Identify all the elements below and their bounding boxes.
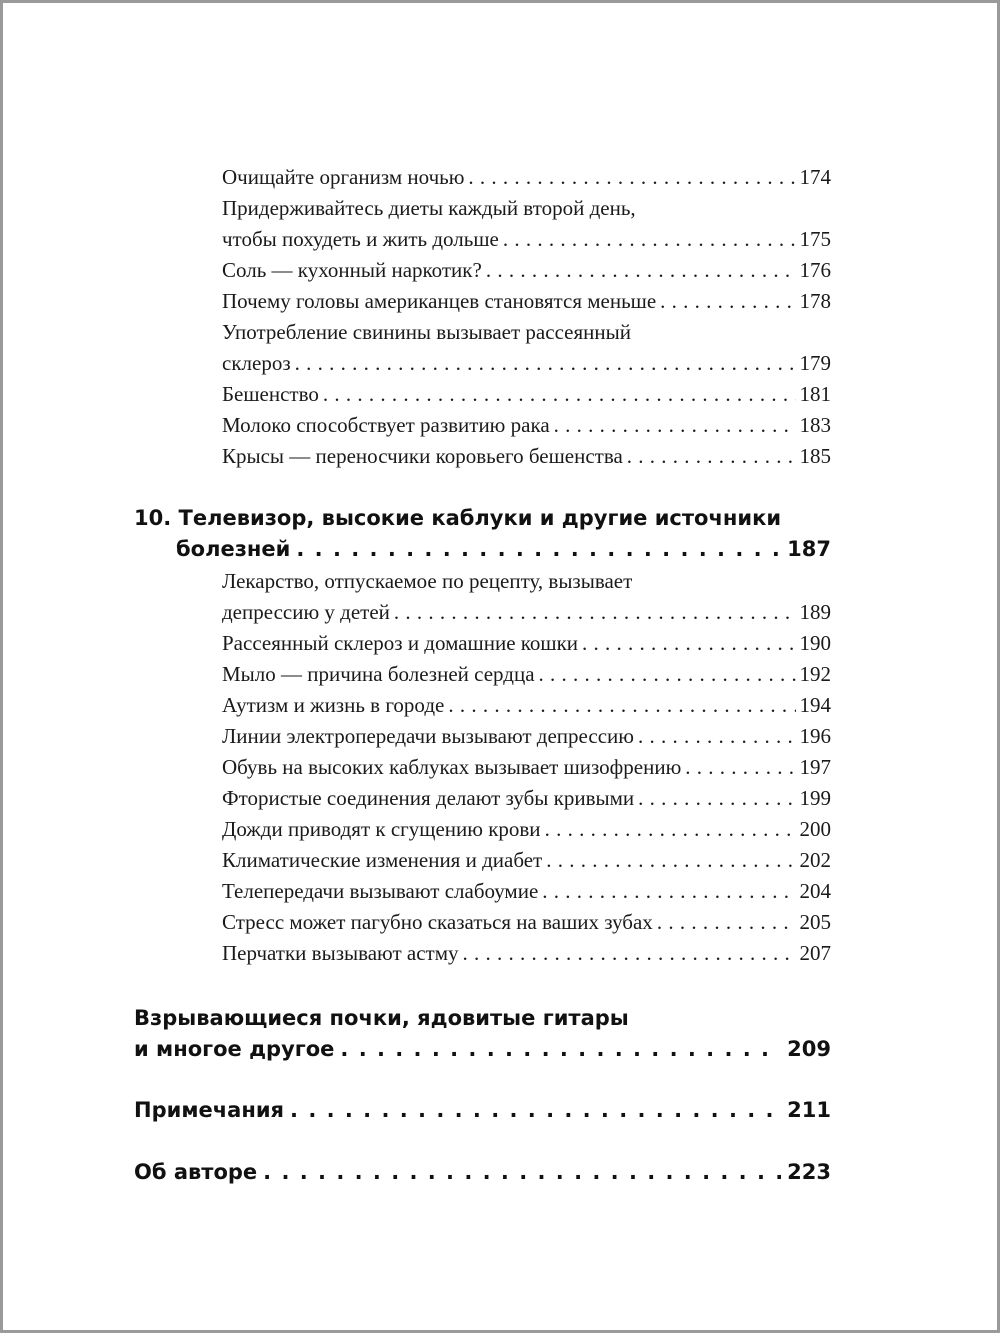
dot-leader: [638, 721, 796, 752]
page-number: 196: [799, 724, 831, 748]
toc-entry-line: [222, 224, 831, 255]
dot-leader: [685, 752, 795, 783]
toc-entry[interactable]: [222, 286, 831, 317]
toc-entry-text: Перчатки вызывают астму: [222, 941, 459, 965]
toc-entry[interactable]: [222, 690, 831, 721]
dot-leader: [295, 348, 796, 379]
toc-entry-text: Стресс может пагубно сказаться на ваших зубах: [222, 910, 653, 934]
toc-entry-text: Лекарство, отпускаемое по рецепту, вызывает: [222, 569, 633, 593]
toc-entry-text: Придерживайтесь диеты каждый второй день,: [222, 196, 636, 220]
dot-leader: [545, 814, 796, 845]
toc-entry-line: [222, 690, 831, 721]
toc-entry-text: Употребление свинины вызывает рассеянный: [222, 320, 631, 344]
toc-entry-line: [222, 938, 831, 969]
toc-entry[interactable]: [222, 938, 831, 969]
toc-entry-text: Климатические изменения и диабет: [222, 848, 543, 872]
toc-entry[interactable]: [222, 783, 831, 814]
toc-entry-line: [222, 845, 831, 876]
toc-entry-text: Соль — кухонный наркотик?: [222, 258, 482, 282]
toc-entry-text: Очищайте организм ночью: [222, 165, 465, 189]
toc-entry-line: [222, 162, 831, 193]
page-number: 179: [799, 351, 831, 375]
dot-leader: [546, 845, 795, 876]
toc-entry[interactable]: [222, 317, 831, 379]
toc-section-author[interactable]: [134, 1157, 831, 1188]
toc-entry-line: [222, 659, 831, 690]
toc-entry-line: [222, 441, 831, 472]
dot-leader: [539, 659, 796, 690]
toc-entry-text: склероз: [222, 351, 291, 375]
page-number: 202: [799, 848, 831, 872]
toc-entry[interactable]: [222, 814, 831, 845]
toc-entry[interactable]: [222, 876, 831, 907]
dot-leader: [503, 224, 796, 255]
toc-entry-line: [222, 286, 831, 317]
chapter-title-line-1: [134, 503, 831, 534]
page-number: 211: [787, 1098, 831, 1122]
dot-leader: [660, 286, 795, 317]
toc-entry-line: [222, 876, 831, 907]
page-number: 207: [799, 941, 831, 965]
toc-entry[interactable]: [222, 162, 831, 193]
toc-entry-line: [222, 721, 831, 752]
page-number: 209: [787, 1037, 831, 1061]
dot-leader: [340, 1034, 781, 1065]
page-number: 204: [799, 879, 831, 903]
section-title: Взрывающиеся почки, ядовитые гитары: [134, 1006, 629, 1030]
toc-entry-text: Мыло — причина болезней сердца: [222, 662, 535, 686]
toc-entry-line: [222, 597, 831, 628]
page-number: 205: [799, 910, 831, 934]
dot-leader: [542, 876, 795, 907]
chapter-title-line-2: [134, 534, 831, 565]
toc-entry-text: Линии электропередачи вызывают депрессию: [222, 724, 634, 748]
toc-entry[interactable]: [222, 907, 831, 938]
toc-entry-line: [222, 814, 831, 845]
toc-entry-line: [222, 566, 831, 597]
page-number: 199: [799, 786, 831, 810]
page-number: 189: [799, 600, 831, 624]
section-title-line-2: [134, 1034, 831, 1065]
toc-entry-text: Рассеянный склероз и домашние кошки: [222, 631, 579, 655]
toc-entry-text: Молоко способствует развитию рака: [222, 413, 550, 437]
dot-leader: [638, 783, 795, 814]
toc-entry-line: [222, 752, 831, 783]
toc-entry[interactable]: [222, 566, 831, 628]
page-number: 197: [799, 755, 831, 779]
page-number: 223: [787, 1160, 831, 1184]
toc-entry-line: [222, 410, 831, 441]
dot-leader: [463, 938, 796, 969]
toc-entry-line: [222, 255, 831, 286]
dot-leader: [448, 690, 795, 721]
toc-entry-line: [222, 783, 831, 814]
page-number: 176: [799, 258, 831, 282]
toc-group-1: [222, 162, 831, 472]
toc-entry-line: [222, 193, 831, 224]
toc-entry[interactable]: [222, 752, 831, 783]
page-number: 178: [799, 289, 831, 313]
toc-entry-line: [222, 317, 831, 348]
toc-entry[interactable]: [222, 845, 831, 876]
toc-entry[interactable]: [222, 379, 831, 410]
section-title: Примечания: [134, 1098, 285, 1122]
toc-entry[interactable]: [222, 193, 831, 255]
toc-entry-line: [222, 628, 831, 659]
dot-leader: [394, 597, 796, 628]
dot-leader: [582, 628, 795, 659]
toc-entry-text: Дожди приводят к сгущению крови: [222, 817, 541, 841]
dot-leader: [486, 255, 796, 286]
section-title-line-1: [134, 1003, 831, 1034]
toc-entry-text: Крысы — переносчики коровьего бешенства: [222, 444, 623, 468]
dot-leader: [323, 379, 796, 410]
toc-group-2: [222, 566, 831, 969]
dot-leader: [657, 907, 796, 938]
toc-entry-text: Телепередачи вызывают слабоумие: [222, 879, 539, 903]
toc-chapter-10[interactable]: [134, 503, 831, 565]
chapter-title: 10. Телевизор, высокие каблуки и другие источники: [134, 506, 782, 530]
page-number: 174: [799, 165, 831, 189]
dot-leader: [468, 162, 795, 193]
page-number: 190: [799, 631, 831, 655]
toc-entry-line: [222, 379, 831, 410]
section-title: Об авторе: [134, 1160, 258, 1184]
dot-leader: [554, 410, 796, 441]
toc-entry[interactable]: [222, 441, 831, 472]
toc-entry-text: чтобы похудеть и жить дольше: [222, 227, 499, 251]
page-number: 194: [799, 693, 831, 717]
page-number: 187: [787, 537, 831, 561]
section-line: [134, 1095, 831, 1126]
page-number: 185: [799, 444, 831, 468]
toc-entry-text: Фтористые соединения делают зубы кривыми: [222, 786, 635, 810]
section-title-continued: и многое другое: [134, 1037, 335, 1061]
page-number: 192: [799, 662, 831, 686]
toc-entry-line: [222, 907, 831, 938]
toc-section-exploding[interactable]: [134, 1003, 831, 1065]
page-number: 175: [799, 227, 831, 251]
toc-entry-text: Аутизм и жизнь в городе: [222, 693, 445, 717]
dot-leader: [263, 1157, 781, 1188]
chapter-title-continued: болезней: [176, 537, 291, 561]
toc-entry[interactable]: [222, 410, 831, 441]
page-number: 181: [799, 382, 831, 406]
toc-entry-text: Почему головы американцев становятся меньше: [222, 289, 657, 313]
page-number: 183: [799, 413, 831, 437]
dot-leader: [627, 441, 796, 472]
toc-entry-line: [222, 348, 831, 379]
toc-entry-text: Бешенство: [222, 382, 319, 406]
toc-entry-text: депрессию у детей: [222, 600, 390, 624]
toc-entry[interactable]: [222, 721, 831, 752]
dot-leader: [290, 1095, 781, 1126]
page-number: 200: [799, 817, 831, 841]
dot-leader: [296, 534, 781, 565]
toc-section-notes[interactable]: [134, 1095, 831, 1126]
toc-entry[interactable]: [222, 628, 831, 659]
section-line: [134, 1157, 831, 1188]
toc-entry[interactable]: [222, 659, 831, 690]
toc-entry[interactable]: [222, 255, 831, 286]
toc-entry-text: Обувь на высоких каблуках вызывает шизофрению: [222, 755, 682, 779]
